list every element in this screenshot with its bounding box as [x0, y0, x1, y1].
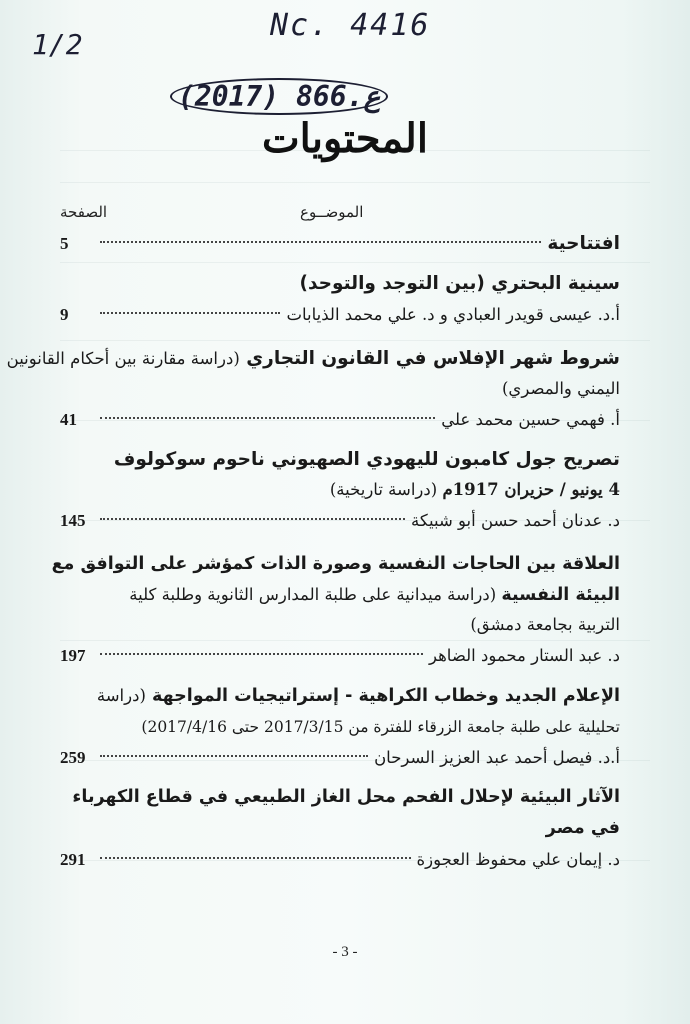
entry-page-number: 145: [60, 511, 86, 530]
handwritten-circled-note: [170, 80, 388, 113]
entry-title-continuation-2: التربية بجامعة دمشق): [470, 615, 620, 634]
entry-title-continuation: (دراسة تاريخية): [329, 480, 438, 499]
toc-entry: [60, 444, 620, 537]
entry-author: أ. فهمي حسين محمد علي: [441, 410, 620, 429]
entry-page-number: 5: [60, 234, 69, 253]
dot-leader: [100, 755, 368, 757]
entry-title: الآثار البيئية لإحلال الفحم محل الغاز الطبيعي في قطاع الكهرباء: [72, 787, 620, 807]
entry-title: العلاقة بين الحاجات النفسية وصورة الذات كمؤشر على التوافق مع: [51, 554, 620, 574]
toc-entry-row[interactable]: [60, 299, 620, 331]
handwritten-fraction-note: 1/2: [32, 28, 83, 61]
entry-title-continuation: تحليلية على طلبة جامعة الزرقاء للفترة من 2017/3/15 حتى 2017/4/16): [141, 718, 620, 736]
entry-title-rest: (دراسة مقارنة بين أحكام القانونين: [6, 349, 240, 368]
entry-page-number: 291: [60, 850, 86, 869]
dot-leader: [100, 653, 423, 655]
entry-title-continuation-line: [60, 475, 620, 505]
toc-entry-row[interactable]: [60, 640, 620, 672]
dot-leader: [100, 518, 405, 520]
page-number: - 3 -: [332, 944, 358, 960]
page-title: المحتويات: [262, 115, 428, 162]
toc-entry-row[interactable]: [60, 505, 620, 537]
dot-leader: [100, 312, 280, 314]
entry-title-rest: (دراسة: [96, 686, 146, 705]
toc-entry: [60, 680, 620, 774]
entry-author: د. عدنان أحمد حسن أبو شبيكة: [411, 511, 620, 530]
entry-title: شروط شهر الإفلاس في القانون التجاري: [246, 348, 620, 369]
entry-author: أ.د. فيصل أحمد عبد العزيز السرحان: [374, 748, 620, 767]
entry-page-number: 9: [60, 305, 69, 324]
entry-page-number: 41: [60, 410, 77, 429]
entry-title-bold-part: البيئة النفسية: [501, 585, 620, 605]
toc-entry-row[interactable]: [60, 742, 620, 774]
toc-entry-row[interactable]: [60, 844, 620, 876]
toc-entry: [6, 343, 620, 436]
toc-entry: [60, 782, 620, 876]
entry-page-number: 259: [60, 748, 86, 767]
entry-title-continuation: اليمني والمصري): [502, 379, 620, 398]
entry-title: سينية البحتري (بين التوجد والتوحد): [299, 273, 620, 294]
toc-entry-row[interactable]: [60, 228, 620, 260]
entry-title-line: [6, 343, 620, 374]
entry-title-continuation-line: [60, 580, 620, 610]
dot-leader: [100, 417, 435, 419]
entry-author: أ.د. عيسى قويدر العبادي و د. علي محمد الذيابات: [286, 305, 620, 324]
toc-entry: [51, 549, 620, 672]
dot-leader: [100, 241, 541, 243]
entry-title-continuation: (دراسة ميدانية على طلبة المدارس الثانوية وطلبة كلية: [129, 585, 497, 604]
entry-title-date: 4 يونيو / حزيران 1917م: [442, 480, 620, 499]
toc-entry: [60, 228, 620, 260]
entry-title-line: [60, 680, 620, 712]
entry-title: تصريح جول كامبون لليهودي الصهيوني ناحوم سوكولوف: [113, 449, 620, 470]
dot-leader: [100, 857, 411, 859]
bleed-through-line: [60, 182, 650, 183]
entry-title: افتتاحية: [547, 233, 620, 254]
entry-title: الإعلام الجديد وخطاب الكراهية - إستراتيجيات المواجهة: [151, 686, 620, 706]
entry-author: د. عبد الستار محمود الضاهر: [428, 646, 620, 665]
entry-page-number: 197: [60, 646, 86, 665]
topic-column-header: الموضــوع: [300, 203, 364, 221]
table-of-contents: [6, 228, 620, 876]
handwritten-circled-text: (2017) 866.ع: [170, 78, 388, 115]
page-column-header: الصفحة: [60, 203, 108, 221]
handwritten-call-number: Nc. 4416: [270, 8, 431, 43]
toc-entry-row[interactable]: [60, 404, 620, 436]
toc-entry: [60, 268, 620, 331]
entry-author: د. إيمان علي محفوظ العجوزة: [416, 850, 620, 869]
entry-title-continuation: في مصر: [545, 818, 620, 838]
